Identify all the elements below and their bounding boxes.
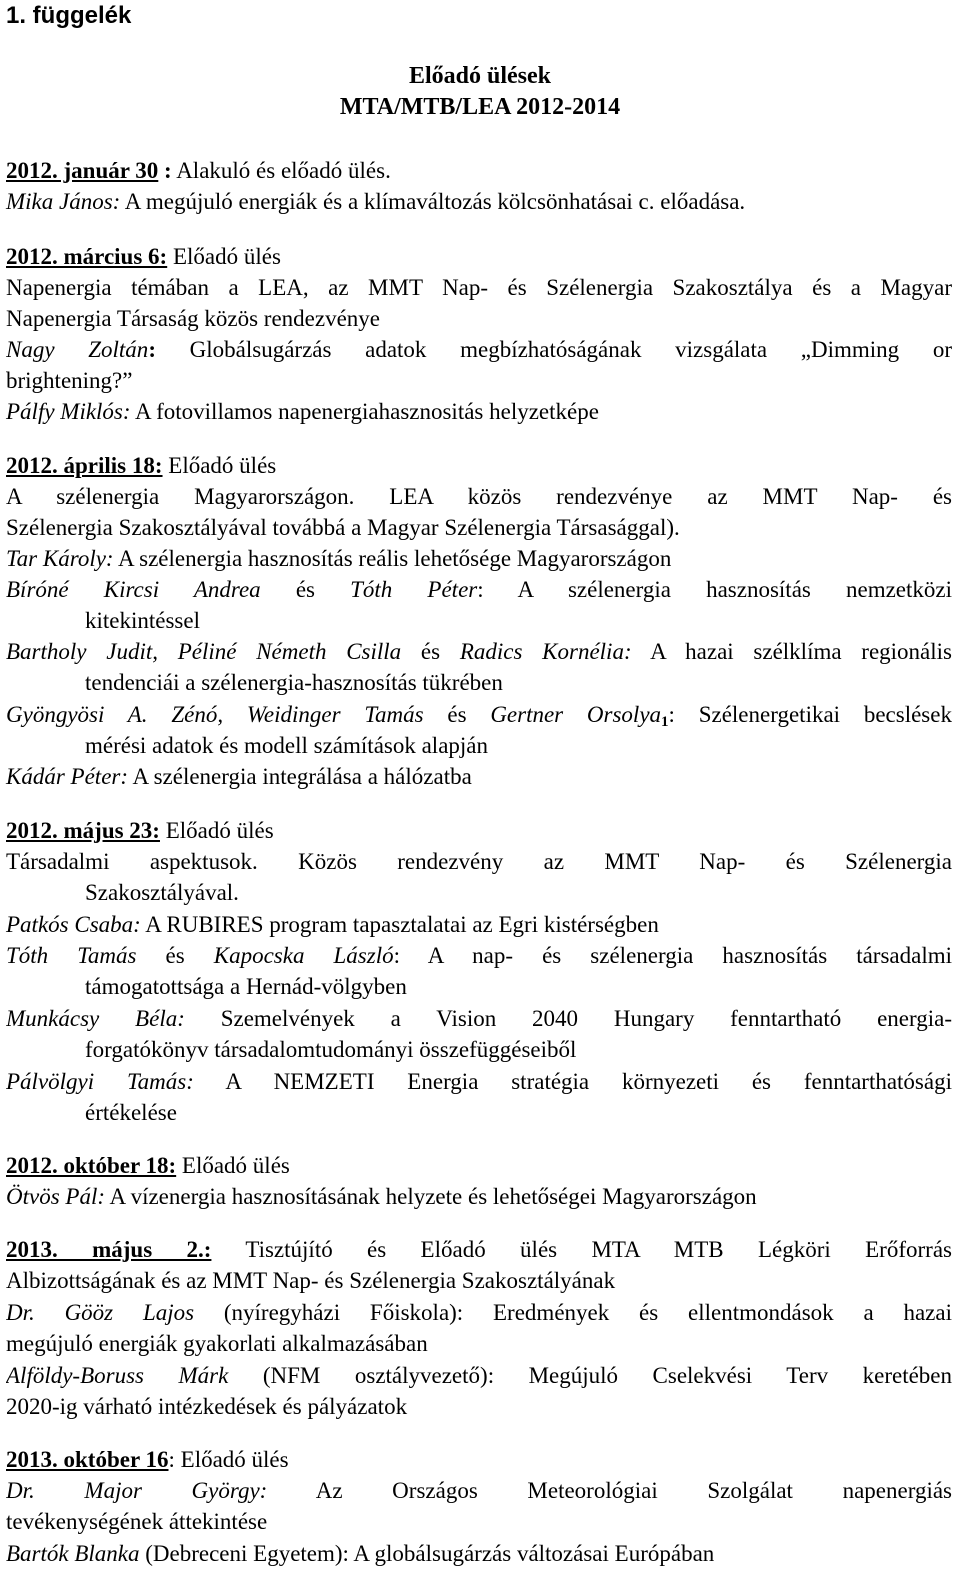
talk-entry xyxy=(6,761,952,792)
talk-title: A szélenergia integrálása a hálózatba xyxy=(128,764,472,789)
talk-entry xyxy=(6,1360,952,1391)
talk-title: Globálsugárzás adatok megbízhatóságának vizsgálata „Dimming or xyxy=(155,337,952,362)
talk-entry xyxy=(6,909,952,940)
speaker-name-2: Gertner Orsolya xyxy=(490,702,662,727)
talk-entry xyxy=(6,1066,952,1097)
speaker-name: Pálfy Miklós: xyxy=(6,399,131,424)
speaker-name-2: Radics Kornélia: xyxy=(459,639,632,664)
talk-title-continuation: mérési adatok és modell számítások alapján xyxy=(85,733,489,758)
speaker-name: Tar Károly: xyxy=(6,546,114,571)
talk-entry xyxy=(6,1181,952,1212)
talk-entry xyxy=(6,543,952,574)
speaker-name: Gyöngyösi A. Zénó, Weidinger Tamás xyxy=(6,702,424,727)
talk-title: A NEMZETI Energia stratégia környezeti és fenntarthatósági xyxy=(193,1069,952,1094)
talk-title-continuation: értékelése xyxy=(85,1100,177,1125)
talk-title: Szemelvények a Vision 2040 Hungary fenntartható energia- xyxy=(184,1006,952,1031)
session-type: Alakuló és előadó ülés. xyxy=(171,158,391,183)
talk-entry xyxy=(6,699,952,730)
session-type: Előadó ülés xyxy=(167,244,281,269)
speaker-name: Bíróné Kircsi Andrea xyxy=(6,577,261,602)
session-description: Szélenergia Szakosztályával továbbá a Magyar Szélenergia Társasággal). xyxy=(6,515,680,540)
talk-entry xyxy=(6,1475,952,1506)
session-heading xyxy=(6,1150,952,1181)
speaker-conjunction: és xyxy=(260,577,351,602)
talk-entry xyxy=(6,1003,952,1034)
speaker-conjunction: és xyxy=(136,943,214,968)
speaker-conjunction: és xyxy=(423,702,491,727)
talk-title: : A szélenergia hasznosítás nemzetközi xyxy=(477,577,952,602)
speaker-name: Munkácsy Béla: xyxy=(6,1006,185,1031)
speaker-name: Alföldy-Boruss Márk xyxy=(6,1363,229,1388)
talk-title-continuation: tendenciái a szélenergia-hasznosítás tükrében xyxy=(85,670,503,695)
talk-title: : Szélenergetikai becslések xyxy=(668,702,952,727)
talk-title-continuation: forgatókönyv társadalomtudományi összefüggéseiből xyxy=(85,1037,577,1062)
speaker-name: Nagy Zoltán xyxy=(6,337,149,362)
talk-entry xyxy=(6,186,952,217)
talk-entry xyxy=(6,1538,952,1569)
talk-title: A vízenergia hasznosításának helyzete és lehetőségei Magyarországon xyxy=(105,1184,757,1209)
talk-title: A RUBIRES program tapasztalatai az Egri kistérségben xyxy=(140,912,659,937)
speaker-name: Mika János: xyxy=(6,189,121,214)
speaker-name: Tóth Tamás xyxy=(6,943,137,968)
document-title-line-2: MTA/MTB/LEA 2012-2014 xyxy=(339,94,621,120)
talk-title-continuation: 2020-ig várható intézkedések és pályázatok xyxy=(6,1394,408,1419)
speaker-name-2: Tóth Péter xyxy=(350,577,478,602)
affiliation-footnote-mark: 1 xyxy=(661,714,669,730)
talk-title-continuation: kitekintéssel xyxy=(85,608,200,633)
session-description-continuation: Szakosztályával. xyxy=(85,880,239,905)
talk-entry xyxy=(6,1297,952,1328)
talk-entry xyxy=(6,940,952,971)
document-title-line-1: Előadó ülések xyxy=(408,63,552,89)
session-date: 2012. január 30 xyxy=(6,158,159,183)
session-description: Napenergia témában a LEA, az MMT Nap- és Szélenergia Szakosztálya és a Magyar xyxy=(6,275,952,300)
talk-title: A fotovillamos napenergiahasznositás helyzetképe xyxy=(130,399,599,424)
speaker-name: Pálvölgyi Tamás: xyxy=(6,1069,194,1094)
session-heading xyxy=(6,1234,952,1265)
talk-title: A szélenergia hasznosítás reális lehetősége Magyarországon xyxy=(113,546,672,571)
speaker-name: Bartholy Judit, Péliné Németh Csilla xyxy=(6,639,402,664)
talk-title: (NFM osztályvezető): Megújuló Cselekvési Terv keretében xyxy=(228,1363,952,1388)
talk-title-continuation: brightening?” xyxy=(6,368,133,393)
talk-title: Az Országos Meteorológiai Szolgálat napenergiás xyxy=(267,1478,952,1503)
session-description: Társadalmi aspektusok. Közös rendezvény az MMT Nap- és Szélenergia xyxy=(6,849,952,874)
talk-title: (Debreceni Egyetem): A globálsugárzás változásai Európában xyxy=(139,1541,715,1566)
talk-entry xyxy=(6,574,952,605)
session-date: 2012. október 18: xyxy=(6,1153,177,1178)
talk-title-continuation: tevékenységének áttekintése xyxy=(6,1509,268,1534)
session-date-suffix: : xyxy=(158,158,172,183)
talk-title-continuation: támogatottsága a Hernád-völgyben xyxy=(85,974,407,999)
session-heading xyxy=(6,241,952,272)
session-heading xyxy=(6,815,952,846)
speaker-name: Kádár Péter: xyxy=(6,764,129,789)
session-date: 2012. március 6: xyxy=(6,244,168,269)
appendix-label: 1. függelék xyxy=(6,2,132,29)
session-type: Előadó ülés xyxy=(159,818,274,843)
talk-entry xyxy=(6,396,952,427)
talk-entry xyxy=(6,334,952,365)
session-heading xyxy=(6,450,952,481)
session-date: 2013. május 2.: xyxy=(6,1237,212,1262)
speaker-conjunction: és xyxy=(401,639,460,664)
talk-title-continuation: megújuló energiák gyakorlati alkalmazásában xyxy=(6,1331,428,1356)
session-type: Előadó ülés xyxy=(176,1153,290,1178)
speaker-colon: : xyxy=(148,337,156,362)
session-type: Tisztújító és Előadó ülés MTA MTB Légköri Erőforrás xyxy=(211,1237,952,1262)
speaker-name: Ötvös Pál: xyxy=(6,1184,106,1209)
session-date: 2012. május 23: xyxy=(6,818,160,843)
session-type: Előadó ülés xyxy=(162,453,277,478)
speaker-name: Patkós Csaba: xyxy=(6,912,141,937)
session-heading xyxy=(6,155,952,186)
session-heading xyxy=(6,1444,952,1475)
talk-title: A megújuló energiák és a klímaváltozás kölcsönhatásai c. előadása. xyxy=(120,189,746,214)
session-description: A szélenergia Magyarországon. LEA közös rendezvénye az MMT Nap- és xyxy=(6,484,952,509)
talk-title: A hazai szélklíma regionális xyxy=(631,639,952,664)
session-type: : Előadó ülés xyxy=(168,1447,289,1472)
talk-title: : A nap- és szélenergia hasznosítás társadalmi xyxy=(393,943,952,968)
speaker-name: Bartók Blanka xyxy=(6,1541,140,1566)
speaker-name: Dr. Gööz Lajos xyxy=(6,1300,195,1325)
speaker-name-2: Kapocska László xyxy=(213,943,394,968)
session-description: Napenergia Társaság közös rendezvénye xyxy=(6,306,381,331)
speaker-name: Dr. Major György: xyxy=(6,1478,268,1503)
session-date: 2013. október 16 xyxy=(6,1447,169,1472)
session-heading-continuation: Albizottságának és az MMT Nap- és Szélenergia Szakosztályának xyxy=(6,1268,616,1293)
talk-title: (nyíregyházi Főiskola): Eredmények és ellentmondások a hazai xyxy=(194,1300,952,1325)
talk-entry xyxy=(6,636,952,667)
session-date: 2012. április 18: xyxy=(6,453,163,478)
